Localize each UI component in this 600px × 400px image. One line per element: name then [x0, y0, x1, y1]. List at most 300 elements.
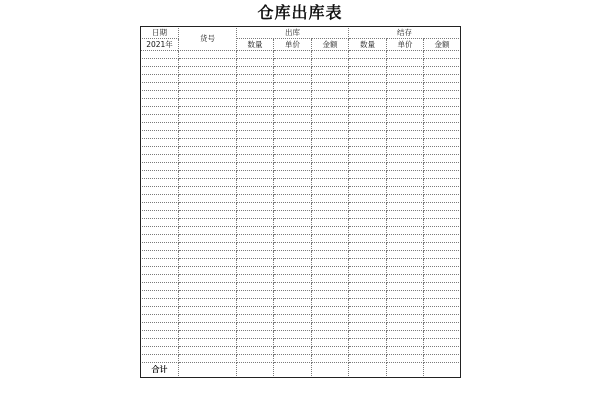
table-cell[interactable]: [387, 99, 424, 107]
table-cell[interactable]: [141, 251, 179, 259]
table-cell[interactable]: [179, 107, 237, 115]
table-cell[interactable]: [349, 131, 387, 139]
table-cell[interactable]: [349, 171, 387, 179]
table-cell[interactable]: [237, 331, 274, 339]
table-cell[interactable]: [349, 227, 387, 235]
table-cell[interactable]: [424, 227, 461, 235]
table-cell[interactable]: [387, 227, 424, 235]
table-cell[interactable]: [387, 51, 424, 59]
table-cell[interactable]: [424, 323, 461, 331]
table-cell[interactable]: [424, 219, 461, 227]
table-cell[interactable]: [237, 219, 274, 227]
table-cell[interactable]: [274, 147, 312, 155]
table-cell[interactable]: [141, 227, 179, 235]
table-cell[interactable]: [424, 75, 461, 83]
table-cell[interactable]: [179, 315, 237, 323]
table-cell[interactable]: [387, 243, 424, 251]
table-cell[interactable]: [349, 83, 387, 91]
table-cell[interactable]: [274, 179, 312, 187]
table-cell[interactable]: [349, 323, 387, 331]
table-cell[interactable]: [424, 131, 461, 139]
table-cell[interactable]: [312, 219, 349, 227]
table-cell[interactable]: [179, 195, 237, 203]
table-cell[interactable]: [237, 243, 274, 251]
table-cell[interactable]: [424, 299, 461, 307]
table-cell[interactable]: [237, 83, 274, 91]
table-cell[interactable]: [387, 323, 424, 331]
table-cell[interactable]: [312, 83, 349, 91]
table-cell[interactable]: [424, 163, 461, 171]
table-cell[interactable]: [387, 283, 424, 291]
table-cell[interactable]: [179, 59, 237, 67]
table-cell[interactable]: [274, 227, 312, 235]
total-cell[interactable]: [179, 363, 237, 378]
table-cell[interactable]: [274, 307, 312, 315]
table-cell[interactable]: [349, 155, 387, 163]
table-cell[interactable]: [179, 67, 237, 75]
table-cell[interactable]: [141, 139, 179, 147]
table-cell[interactable]: [424, 211, 461, 219]
table-cell[interactable]: [387, 187, 424, 195]
table-cell[interactable]: [387, 315, 424, 323]
table-cell[interactable]: [274, 139, 312, 147]
table-cell[interactable]: [141, 91, 179, 99]
table-cell[interactable]: [387, 195, 424, 203]
table-cell[interactable]: [387, 235, 424, 243]
table-cell[interactable]: [312, 227, 349, 235]
table-cell[interactable]: [237, 227, 274, 235]
table-cell[interactable]: [274, 211, 312, 219]
table-cell[interactable]: [349, 147, 387, 155]
table-cell[interactable]: [141, 107, 179, 115]
table-cell[interactable]: [349, 347, 387, 355]
table-cell[interactable]: [237, 283, 274, 291]
table-cell[interactable]: [349, 123, 387, 131]
table-cell[interactable]: [237, 315, 274, 323]
table-cell[interactable]: [387, 355, 424, 363]
table-cell[interactable]: [424, 307, 461, 315]
table-cell[interactable]: [179, 227, 237, 235]
table-cell[interactable]: [274, 219, 312, 227]
table-cell[interactable]: [237, 155, 274, 163]
table-cell[interactable]: [179, 99, 237, 107]
table-cell[interactable]: [274, 163, 312, 171]
table-cell[interactable]: [179, 123, 237, 131]
table-cell[interactable]: [237, 59, 274, 67]
table-cell[interactable]: [387, 139, 424, 147]
table-cell[interactable]: [141, 307, 179, 315]
table-cell[interactable]: [387, 163, 424, 171]
table-cell[interactable]: [237, 323, 274, 331]
table-cell[interactable]: [349, 259, 387, 267]
table-cell[interactable]: [274, 99, 312, 107]
table-cell[interactable]: [312, 331, 349, 339]
table-cell[interactable]: [424, 259, 461, 267]
table-cell[interactable]: [179, 171, 237, 179]
table-cell[interactable]: [179, 163, 237, 171]
table-cell[interactable]: [349, 235, 387, 243]
table-cell[interactable]: [237, 339, 274, 347]
table-cell[interactable]: [312, 267, 349, 275]
table-cell[interactable]: [141, 99, 179, 107]
table-cell[interactable]: [387, 219, 424, 227]
table-cell[interactable]: [274, 347, 312, 355]
table-cell[interactable]: [274, 235, 312, 243]
table-cell[interactable]: [274, 243, 312, 251]
table-cell[interactable]: [141, 51, 179, 59]
table-cell[interactable]: [237, 211, 274, 219]
table-cell[interactable]: [312, 99, 349, 107]
total-cell[interactable]: [237, 363, 274, 378]
table-cell[interactable]: [387, 115, 424, 123]
table-cell[interactable]: [312, 243, 349, 251]
table-cell[interactable]: [141, 267, 179, 275]
table-cell[interactable]: [141, 75, 179, 83]
table-cell[interactable]: [349, 203, 387, 211]
table-cell[interactable]: [387, 155, 424, 163]
table-cell[interactable]: [237, 355, 274, 363]
table-cell[interactable]: [141, 171, 179, 179]
table-cell[interactable]: [274, 315, 312, 323]
table-cell[interactable]: [349, 243, 387, 251]
table-cell[interactable]: [387, 331, 424, 339]
table-cell[interactable]: [179, 275, 237, 283]
table-cell[interactable]: [349, 267, 387, 275]
table-cell[interactable]: [349, 355, 387, 363]
table-cell[interactable]: [274, 291, 312, 299]
table-cell[interactable]: [312, 131, 349, 139]
table-cell[interactable]: [349, 283, 387, 291]
total-cell[interactable]: [387, 363, 424, 378]
table-cell[interactable]: [424, 83, 461, 91]
table-cell[interactable]: [237, 203, 274, 211]
table-cell[interactable]: [179, 211, 237, 219]
table-cell[interactable]: [312, 347, 349, 355]
table-cell[interactable]: [179, 323, 237, 331]
table-cell[interactable]: [349, 275, 387, 283]
table-cell[interactable]: [141, 259, 179, 267]
table-cell[interactable]: [274, 123, 312, 131]
table-cell[interactable]: [141, 179, 179, 187]
table-cell[interactable]: [141, 235, 179, 243]
table-cell[interactable]: [349, 219, 387, 227]
table-cell[interactable]: [237, 51, 274, 59]
table-cell[interactable]: [387, 307, 424, 315]
table-cell[interactable]: [349, 195, 387, 203]
table-cell[interactable]: [312, 323, 349, 331]
table-cell[interactable]: [387, 107, 424, 115]
table-cell[interactable]: [349, 339, 387, 347]
table-cell[interactable]: [424, 179, 461, 187]
table-cell[interactable]: [179, 219, 237, 227]
table-cell[interactable]: [387, 171, 424, 179]
table-cell[interactable]: [274, 67, 312, 75]
table-cell[interactable]: [387, 131, 424, 139]
table-cell[interactable]: [424, 147, 461, 155]
total-cell[interactable]: [349, 363, 387, 378]
table-cell[interactable]: [274, 59, 312, 67]
table-cell[interactable]: [141, 187, 179, 195]
table-cell[interactable]: [312, 171, 349, 179]
table-cell[interactable]: [424, 283, 461, 291]
table-cell[interactable]: [274, 83, 312, 91]
table-cell[interactable]: [237, 267, 274, 275]
table-cell[interactable]: [141, 203, 179, 211]
table-cell[interactable]: [179, 179, 237, 187]
table-cell[interactable]: [387, 147, 424, 155]
table-cell[interactable]: [387, 123, 424, 131]
table-cell[interactable]: [424, 99, 461, 107]
table-cell[interactable]: [141, 83, 179, 91]
table-cell[interactable]: [141, 323, 179, 331]
table-cell[interactable]: [179, 267, 237, 275]
table-cell[interactable]: [179, 251, 237, 259]
table-cell[interactable]: [312, 275, 349, 283]
table-cell[interactable]: [349, 251, 387, 259]
table-cell[interactable]: [179, 347, 237, 355]
table-cell[interactable]: [141, 283, 179, 291]
table-cell[interactable]: [424, 275, 461, 283]
table-cell[interactable]: [424, 115, 461, 123]
table-cell[interactable]: [312, 163, 349, 171]
table-cell[interactable]: [237, 187, 274, 195]
table-cell[interactable]: [237, 299, 274, 307]
table-cell[interactable]: [312, 187, 349, 195]
table-cell[interactable]: [424, 243, 461, 251]
table-cell[interactable]: [424, 51, 461, 59]
table-cell[interactable]: [312, 259, 349, 267]
table-cell[interactable]: [179, 291, 237, 299]
table-cell[interactable]: [141, 195, 179, 203]
table-cell[interactable]: [274, 259, 312, 267]
table-cell[interactable]: [312, 139, 349, 147]
table-cell[interactable]: [349, 139, 387, 147]
table-cell[interactable]: [387, 91, 424, 99]
table-cell[interactable]: [349, 75, 387, 83]
table-cell[interactable]: [141, 155, 179, 163]
table-cell[interactable]: [179, 331, 237, 339]
table-cell[interactable]: [179, 75, 237, 83]
table-cell[interactable]: [387, 67, 424, 75]
table-cell[interactable]: [424, 251, 461, 259]
table-cell[interactable]: [312, 59, 349, 67]
table-cell[interactable]: [312, 147, 349, 155]
table-cell[interactable]: [237, 163, 274, 171]
table-cell[interactable]: [387, 259, 424, 267]
total-cell[interactable]: [312, 363, 349, 378]
table-cell[interactable]: [387, 267, 424, 275]
table-cell[interactable]: [237, 235, 274, 243]
table-cell[interactable]: [312, 283, 349, 291]
table-cell[interactable]: [274, 107, 312, 115]
table-cell[interactable]: [237, 171, 274, 179]
table-cell[interactable]: [424, 91, 461, 99]
table-cell[interactable]: [312, 251, 349, 259]
table-cell[interactable]: [179, 83, 237, 91]
table-cell[interactable]: [237, 131, 274, 139]
table-cell[interactable]: [141, 115, 179, 123]
table-cell[interactable]: [387, 203, 424, 211]
table-cell[interactable]: [312, 195, 349, 203]
table-cell[interactable]: [274, 203, 312, 211]
table-cell[interactable]: [141, 219, 179, 227]
table-cell[interactable]: [237, 179, 274, 187]
table-cell[interactable]: [312, 123, 349, 131]
table-cell[interactable]: [312, 355, 349, 363]
table-cell[interactable]: [237, 107, 274, 115]
table-cell[interactable]: [424, 235, 461, 243]
table-cell[interactable]: [141, 339, 179, 347]
table-cell[interactable]: [179, 283, 237, 291]
table-cell[interactable]: [141, 123, 179, 131]
table-cell[interactable]: [424, 347, 461, 355]
table-cell[interactable]: [179, 147, 237, 155]
table-cell[interactable]: [349, 307, 387, 315]
table-cell[interactable]: [274, 187, 312, 195]
table-cell[interactable]: [387, 291, 424, 299]
table-cell[interactable]: [141, 59, 179, 67]
table-cell[interactable]: [424, 67, 461, 75]
table-cell[interactable]: [387, 339, 424, 347]
table-cell[interactable]: [179, 131, 237, 139]
table-cell[interactable]: [237, 347, 274, 355]
table-cell[interactable]: [387, 299, 424, 307]
table-cell[interactable]: [312, 91, 349, 99]
table-cell[interactable]: [179, 339, 237, 347]
total-cell[interactable]: [274, 363, 312, 378]
table-cell[interactable]: [179, 115, 237, 123]
table-cell[interactable]: [179, 307, 237, 315]
table-cell[interactable]: [179, 51, 237, 59]
table-cell[interactable]: [274, 275, 312, 283]
table-cell[interactable]: [274, 283, 312, 291]
table-cell[interactable]: [237, 115, 274, 123]
table-cell[interactable]: [312, 235, 349, 243]
table-cell[interactable]: [349, 99, 387, 107]
table-cell[interactable]: [349, 67, 387, 75]
table-cell[interactable]: [237, 147, 274, 155]
table-cell[interactable]: [274, 131, 312, 139]
table-cell[interactable]: [387, 211, 424, 219]
table-cell[interactable]: [237, 195, 274, 203]
table-cell[interactable]: [237, 307, 274, 315]
table-cell[interactable]: [424, 139, 461, 147]
table-cell[interactable]: [312, 75, 349, 83]
table-cell[interactable]: [274, 299, 312, 307]
table-cell[interactable]: [349, 107, 387, 115]
table-cell[interactable]: [179, 299, 237, 307]
table-cell[interactable]: [349, 91, 387, 99]
table-cell[interactable]: [237, 67, 274, 75]
table-cell[interactable]: [312, 339, 349, 347]
table-cell[interactable]: [274, 267, 312, 275]
table-cell[interactable]: [141, 163, 179, 171]
table-cell[interactable]: [237, 123, 274, 131]
table-cell[interactable]: [349, 211, 387, 219]
table-cell[interactable]: [274, 251, 312, 259]
table-cell[interactable]: [237, 275, 274, 283]
table-cell[interactable]: [274, 323, 312, 331]
table-cell[interactable]: [387, 59, 424, 67]
table-cell[interactable]: [141, 243, 179, 251]
table-cell[interactable]: [349, 331, 387, 339]
table-cell[interactable]: [312, 203, 349, 211]
table-cell[interactable]: [349, 291, 387, 299]
table-cell[interactable]: [237, 139, 274, 147]
table-cell[interactable]: [312, 315, 349, 323]
table-cell[interactable]: [237, 99, 274, 107]
table-cell[interactable]: [274, 51, 312, 59]
table-cell[interactable]: [237, 75, 274, 83]
table-cell[interactable]: [387, 75, 424, 83]
table-cell[interactable]: [141, 347, 179, 355]
table-cell[interactable]: [274, 75, 312, 83]
table-cell[interactable]: [141, 275, 179, 283]
table-cell[interactable]: [424, 155, 461, 163]
total-cell[interactable]: [424, 363, 461, 378]
table-cell[interactable]: [141, 67, 179, 75]
table-cell[interactable]: [349, 299, 387, 307]
table-cell[interactable]: [349, 187, 387, 195]
table-cell[interactable]: [141, 291, 179, 299]
table-cell[interactable]: [274, 331, 312, 339]
table-cell[interactable]: [237, 259, 274, 267]
table-cell[interactable]: [424, 59, 461, 67]
table-cell[interactable]: [312, 107, 349, 115]
table-cell[interactable]: [312, 67, 349, 75]
table-cell[interactable]: [312, 307, 349, 315]
table-cell[interactable]: [387, 275, 424, 283]
table-cell[interactable]: [141, 331, 179, 339]
table-cell[interactable]: [237, 91, 274, 99]
table-cell[interactable]: [179, 259, 237, 267]
table-cell[interactable]: [424, 331, 461, 339]
table-cell[interactable]: [387, 83, 424, 91]
table-cell[interactable]: [179, 355, 237, 363]
table-cell[interactable]: [179, 243, 237, 251]
table-cell[interactable]: [141, 315, 179, 323]
table-cell[interactable]: [237, 291, 274, 299]
table-cell[interactable]: [312, 51, 349, 59]
table-cell[interactable]: [312, 179, 349, 187]
table-cell[interactable]: [349, 51, 387, 59]
table-cell[interactable]: [274, 171, 312, 179]
table-cell[interactable]: [274, 339, 312, 347]
table-cell[interactable]: [312, 299, 349, 307]
table-cell[interactable]: [387, 347, 424, 355]
table-cell[interactable]: [312, 155, 349, 163]
table-cell[interactable]: [312, 115, 349, 123]
table-cell[interactable]: [179, 91, 237, 99]
table-cell[interactable]: [349, 115, 387, 123]
table-cell[interactable]: [349, 59, 387, 67]
table-cell[interactable]: [424, 203, 461, 211]
table-cell[interactable]: [179, 155, 237, 163]
table-cell[interactable]: [179, 203, 237, 211]
table-cell[interactable]: [312, 291, 349, 299]
table-cell[interactable]: [274, 115, 312, 123]
table-cell[interactable]: [424, 107, 461, 115]
table-cell[interactable]: [424, 267, 461, 275]
table-cell[interactable]: [274, 355, 312, 363]
table-cell[interactable]: [312, 211, 349, 219]
table-cell[interactable]: [424, 315, 461, 323]
table-cell[interactable]: [424, 291, 461, 299]
table-cell[interactable]: [387, 179, 424, 187]
table-cell[interactable]: [141, 299, 179, 307]
table-cell[interactable]: [387, 251, 424, 259]
table-cell[interactable]: [141, 147, 179, 155]
